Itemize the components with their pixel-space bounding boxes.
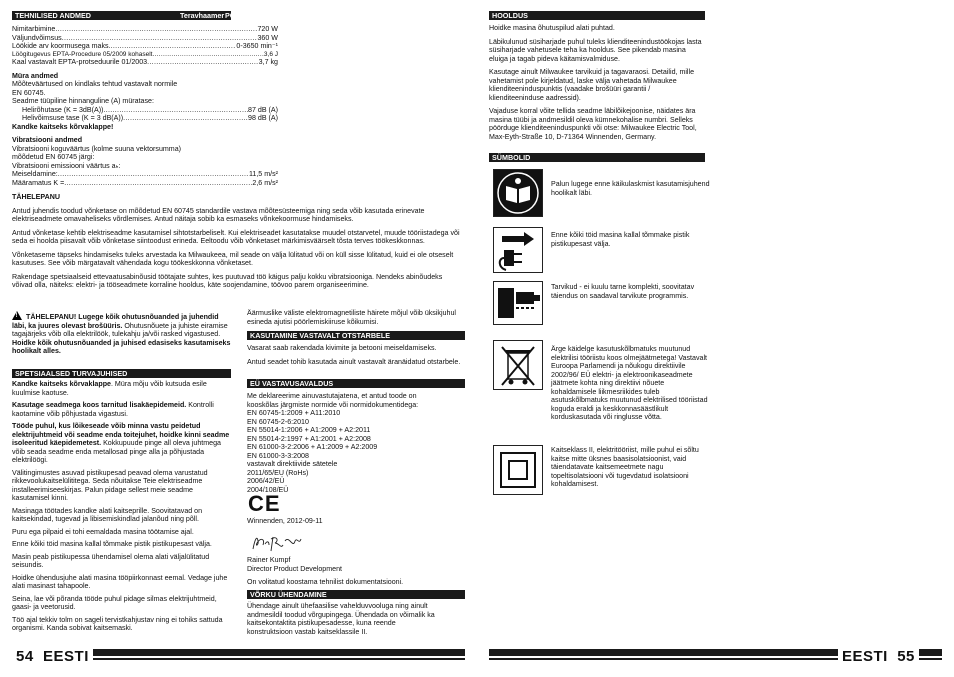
special-item: Masinaga töötades kandke alati kaitseprille. Soovitatavad on kaitsekindad, tugevad ja libisemiskindlad jalanõud ning põll. (12, 506, 203, 523)
ce-mark-icon: CE (248, 491, 281, 516)
maintenance-paragraph: Läbikulunud süsiharjade puhul tuleks klienditeenindustöökojas lasta süsiharjade vahetusele teha ka hooldus. See pikendab masina eluiga ja tagab pideva käitamisvalmiduse. (489, 37, 702, 63)
attention-paragraph: Võnketaseme täpseks hindamiseks tuleks arvestada ka Milwaukeea, mil seade on välja lülitatud või on küll sisse lülitatud, kuid ei ole otseselt kasutuses. See võib märgatavalt vähendada kogu töökeskkonna võnketaset. (12, 250, 454, 267)
intended-use-paragraph: Vasarat saab rakendada kivimite ja betooni meiseldamiseks. (247, 344, 437, 352)
conformity-line: EN 55014-1:2006 + A1:2009 + A2:2011 (247, 426, 371, 434)
intended-use-text (247, 344, 465, 366)
conformity-line: 2011/65/EU (RoHs) (247, 468, 309, 477)
spec-row: Nimitarbimine ..... 720 W (12, 25, 278, 34)
special-item: Hoidke ühendusjuhe alati masina tööpiirkonnast eemal. Vedage juhe alati masinast tahapoole. (12, 573, 228, 590)
maintenance-paragraph: Kasutage ainult Milwaukee tarvikuid ja tagavaraosi. Detailid, mille vahetamist pole kirjeldatud, laske välja vahetada Milwaukee klienditeeninduspunktis (vaadake brošüüri garantii / klienditeeninduse aadressid). (489, 68, 695, 102)
conformity-line: 2006/42/EÜ (247, 477, 285, 485)
vibration-title: Vibratsiooni andmed (12, 136, 83, 145)
noise-line: Mõõteväärtused on kindlaks tehtud vastavalt normile (12, 80, 178, 89)
weee-bin-icon (493, 340, 543, 390)
attention-paragraph: Antud juhendis toodud võnketase on mõõdetud EN 60745 standardile vastava mõõtesüsteemiga ning seda võib kasutada erinevate elektriseadmete omavaheliseks võrdlemises. Antud näitaja sobib ka esmaseks võnkekoormuse hindamiseks. (12, 206, 425, 223)
special-item: Kasutage seadmega koos tarnitud lisakäepidemeid. Kontrolli kaotamine võib põhjustada vigastusi. (12, 401, 214, 418)
vibration-row: Meiseldamine: ..... 11,5 m/s² (12, 170, 278, 179)
symbol-description: Ärge käidelge kasutuskõlbmatuks muutunud elektrilisi tööriistu koos olmejäätmetega! Vastavalt Euroopa Parlamendi ja nõukogu direktiivile 2002/96/ EÜ elektri- ja elektroonikaseadmete jäätmete kohta ning direktiivi nõuete kohaldamisele liikmesriikides tuleb asutuskõlbmatuks muutunud elektrilised tööriistad koguda eraldi ja keskkonnasäästlikult korduskasutada või ringlusse võtta. (551, 345, 708, 421)
special-item: Puru ega pilpaid ei tohi eemaldada masina töötamise ajal. (12, 527, 194, 536)
special-item: Masin peab pistikupessa ühendamisel olema alati väljalülitatud seisundis. (12, 552, 210, 569)
spec-list (12, 25, 278, 187)
conformity-line: EN 61000-3-3:2008 (247, 451, 309, 460)
attention-paragraph: Antud võnketase kehtib elektriseadme kasutamisel sihtotstarbeliselt. Kui elektriseadet kasutatakse muudel otstarvetel, muude tööriistadega või seda ei hoolda piisavalt võib võnketase siintoodust erineda. Eeltoodu võib võnketaset märkimisväärselt tõsta terves töökeskkonnas. (12, 228, 460, 245)
symbol-description: Enne kõiki töid masina kallal tõmmake pistik pistikupesast välja. (551, 231, 690, 248)
special-item: Kandke kaitseks kõrvaklappe. Müra mõju võib kutsuda esile kuulmise kaotuse. (12, 380, 207, 397)
special-safety-header: SPETSIAALSED TURVAJUHISED (12, 369, 231, 378)
conformity-header: EÜ VASTAVUSAVALDUS (247, 379, 465, 388)
special-item: Välitingimustes asuvad pistikupesad peavad olema varustatud rikkevoolukaitselülititega. Seda nõuitakse Teie elektriseadme installeerimiseeskirjas. Palun pidage sellest meie seadme kasutamisel kinni. (12, 468, 208, 502)
tech-data-title: TEHNILISED ANDMED (15, 11, 92, 20)
attention-title: TÄHELEPANU (12, 193, 60, 201)
maintenance-paragraph: Vajaduse korral võite tellida seadme läbilõikejoonise, näidates ära masina tüübi ja andmesildil oleva kümnekohalise numbri. Selleks pöörduge klienditeeninduspunkti või otse: Milwaukee Electric Tool, Max-Eyth-Straße 10, D-71364 Winnenden, Germany. (489, 107, 697, 141)
noise-line: Seadme tüüpiline hinnanguline (A) müratase: (12, 97, 154, 106)
conformity-list (247, 392, 465, 494)
vibration-row: Määramatus K = ..... 2,6 m/s² (12, 179, 278, 188)
special-item: Seina, lae või põranda tööde puhul pidage silmas elektrijuhtmeid, gaasi- ja veetorusid. (12, 594, 217, 611)
ear-protection-note: Kandke kaitseks kõrvaklappe! (12, 122, 114, 131)
conformity-line: EN 61000-3-2:2006 + A1:2009 + A2:2009 (247, 443, 378, 451)
signature-icon (249, 531, 319, 555)
date-place: Winnenden, 2012-09-11 (247, 517, 323, 525)
special-safety-list (12, 380, 231, 633)
noise-title: Müra andmed (12, 71, 59, 80)
emc-note: Äärmuslike väliste elektromagnetiliste häirete mõjul võib üksikjuhul esineda ajutisi pöörlemiskiiruse kõikumisi. (247, 309, 456, 326)
mains-connection-header: VÕRKU ÜHENDAMINE (247, 590, 465, 599)
page-number-right: EESTI 55 (838, 648, 919, 666)
symbols-header: SÜMBOLID (489, 153, 705, 162)
vibration-line: Vibratsiooni emissiooni väärtus aₕ: (12, 161, 121, 170)
class-ii-icon (493, 445, 543, 495)
warning-bold: TÄHELEPANU! Lugege kõik ohutusnõuanded ja juhendid läbi, ka juures olevast brošüüris. (12, 313, 219, 330)
conformity-line: Me deklareerime ainuvastutajatena, et antud toode on (247, 392, 417, 400)
language-label-right: EESTI (842, 648, 888, 665)
signer-note: On volitatud koostama tehnilist dokumentatsiooni. (247, 578, 404, 586)
attention-section (12, 193, 462, 290)
conformity-line: 2004/108/EÜ (247, 485, 289, 494)
signer-title: Director Product Development (247, 564, 343, 573)
signer-name: Rainer Kumpf (247, 556, 291, 564)
keep-instructions: Hoidke kõik ohutusnõuanded ja juhised edasiseks kasutamiseks hoolikalt alles. (12, 338, 231, 355)
spec-row: Löögitugevus EPTA-Procedure 05/2009 kohaselt ..... 3,6 J (12, 51, 278, 59)
symbol-description: Kaitseklass II, elektritööriist, mille puhul ei sõltu kaitse mitte üksnes baasisolatsioonist, vaid täiendatavate kaitsemeetmete nagu topeltisolatsiooni või tugevdatud isolatsiooni kohaldamisest. (551, 446, 699, 488)
safety-warning (12, 311, 231, 356)
conformity-line: kooskõlas järgmiste normide või normidokumentidega: (247, 400, 419, 409)
tech-data-col-model: PCE 3 (225, 11, 240, 29)
warning-triangle-icon (12, 311, 22, 320)
spec-row: Kaal vastavalt EPTA-protseduurile 01/2003 ..... 3,7 kg (12, 58, 278, 67)
page-number-left: 54 EESTI (12, 648, 93, 666)
tech-data-col-tool: Teravhaamer (180, 11, 225, 20)
signer-block (247, 556, 465, 587)
symbol-description: Tarvikud - ei kuulu tarne komplekti, soovitatav täiendus on saadaval tarvikute programmis. (551, 283, 695, 300)
spec-row: Väljundvõimsus ..... 360 W (12, 34, 278, 43)
vibration-line: mõõdetud EN 60745 järgi: (12, 153, 95, 162)
noise-line: EN 60745. (12, 88, 46, 97)
conformity-line: EN 60745-1:2009 + A11:2010 (247, 409, 341, 417)
language-label-left: EESTI (43, 648, 89, 665)
accessory-icon (493, 281, 543, 325)
conformity-line: EN 60745-2-6:2010 (247, 417, 309, 426)
conformity-line: vastavalt direktiivide sätetele (247, 460, 338, 468)
symbol-description: Palun lugege enne käikulaskmist kasutamisjuhend hoolikalt läbi. (551, 180, 710, 197)
special-item: Tööde puhul, kus lõikeseade võib minna vastu peidetud elektrijuhtmeid või seadme enda toitejuhet, hoidke kinni seadme isoleeritud käepidemetest. Kokkupuude pinge all oleva juhtmega võib seada seadme enda metallosad pinge alla ja põhjustada elektrilöögi. (12, 422, 230, 464)
unplug-icon (493, 227, 543, 273)
tech-data-header (12, 11, 240, 29)
noise-row: Helirõhutase (K = 3dB(A)) ..... 87 dB (A) (12, 106, 278, 115)
maintenance-header: HOOLDUS (489, 11, 705, 20)
attention-paragraph: Rakendage spetsiaalseid ettevaatusabinõusid töötajate suhtes, kes puutuvad töö käigus palju kokku vibratsiooniga. Nendeks abinõudeks võivad olla, näiteks: elektri- ja tööseadmete korraline hooldus, käte soojendamine, töövoo parem organiseerimine. (12, 272, 443, 289)
noise-row: Helivõimsuse tase (K = 3 dB(A)) ..... 98 dB (A) (12, 114, 278, 123)
vibration-line: Vibratsiooni koguväärtus (kolme suuna vektorsumma) (12, 144, 182, 153)
special-item: Enne kõiki töid masina kallal tõmmake pistik pistikupesast välja. (12, 540, 212, 548)
read-manual-icon (493, 169, 543, 217)
intended-use-paragraph: Antud seadet tohib kasutada ainult vastavalt äranäidatud otstarbele. (247, 357, 461, 366)
mains-connection-text: Ühendage ainult ühefaasilise vahelduvvooluga ning ainult andmesildil toodud võrgupingega. Ühendada on võimalik ka kaitsekontaktita pistikupesadesse, kuna reende konstruktsioon vastab kaitseklassile II. (247, 602, 435, 636)
warning-text: Ohutusnõuete ja juhiste eiramise tagajärjeks võib olla elektrilöök, tulekahju ja/või rasked vigastused. (12, 321, 228, 338)
conformity-line: EN 55014-2:1997 + A1:2001 + A2:2008 (247, 434, 371, 443)
maintenance-paragraph: Hoidke masina õhutuspilud alati puhtad. (489, 24, 615, 32)
special-item: Töö ajal tekkiv tolm on sageli tervistkahjustav ning ei tohiks sattuda organismi. Kanda sobivat kaitsemaski. (12, 615, 223, 632)
spec-row: Löökide arv koormusega maks. ..... 0-3650 min⁻¹ (12, 42, 278, 51)
maintenance-text (489, 24, 705, 141)
intended-use-header: KASUTAMINE VASTAVALT OTSTARBELE (247, 331, 465, 340)
